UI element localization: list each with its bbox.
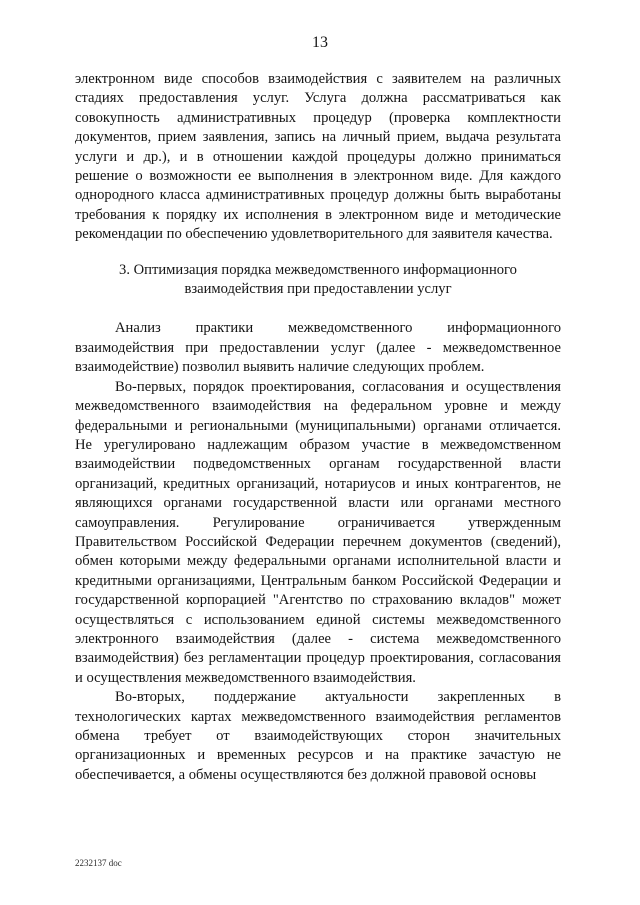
- paragraph-first-problem: Во-первых, порядок проектирования, согласования и осуществления межведомственного взаимодействия на федеральном уровне и между федеральными и региональными (муниципальными) органами отличается. Не урегулировано надлежащим образом участие в межведомственном взаимодействии подведомственных органам государственной власти организаций, кредитных организаций, нотариусов и иных контрагентов, не являющихся органами государственной власти или органами местного самоуправления. Регулирование ограничивается утвержденным Правительством Российской Федерации перечнем документов (сведений), обмен которыми между федеральными органами исполнительной власти и кредитными организациями, Центральным банком Российской Федерации и государственной корпорацией "Агентство по страхованию вкладов" может осуществляться с использованием единой системы межведомственного электронного взаимодействия (далее - система межведомственного взаимодействия) без регламентации процедур проектирования, согласования и осуществления межведомственного взаимодействия.: [75, 378, 561, 686]
- page-number: 13: [312, 34, 328, 51]
- section-heading-line-1: 3. Оптимизация порядка межведомственного информационного: [119, 261, 517, 278]
- paragraph-second-problem: Во-вторых, поддержание актуальности закрепленных в технологических картах межведомственного взаимодействия регламентов обмена требует от взаимодействующих сторон значительных организационных и временных ресурсов и на практике зачастую не обеспечивается, а обмены осуществляются без должной правовой основы: [75, 689, 561, 783]
- paragraph-analysis: Анализ практики межведомственного информационного взаимодействия при предоставлении услуг (далее - межведомственное взаимодействие) позволил выявить наличие следующих проблем.: [75, 320, 561, 376]
- continuation-paragraph: электронном виде способов взаимодействия с заявителем на различных стадиях предоставления услуг. Услуга должна рассматриваться как совокупность административных процедур (проверка комплектности документов, прием заявления, запись на личный прием, выдача результата услуги и др.), и в отношении каждой процедуры должно приниматься решение о возможности ее выполнения в электронном виде. Для каждого однородного класса административных процедур должны быть выработаны требования к порядку их исполнения в электронном виде и методические рекомендации по обеспечению удовлетворительного для заявителя качества.: [75, 71, 561, 243]
- section-heading: [75, 261, 561, 300]
- document-footer: 2232137 doc: [75, 858, 122, 868]
- section-heading-line-2: взаимодействия при предоставлении услуг: [184, 281, 452, 298]
- document-body: [75, 70, 561, 785]
